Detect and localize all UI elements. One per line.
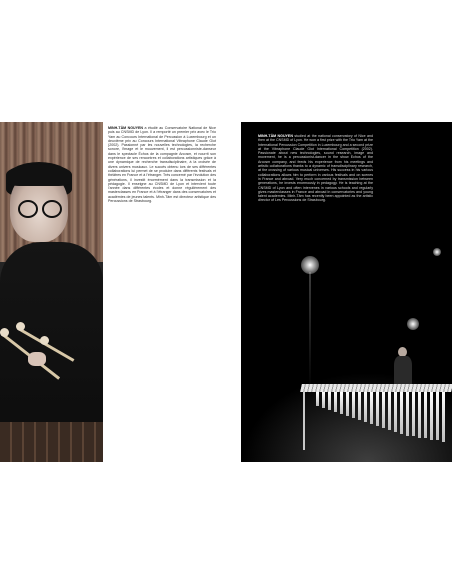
stage-performer [394, 347, 412, 387]
stage-light [407, 318, 419, 330]
glasses [18, 200, 62, 214]
mallet-head [40, 336, 49, 345]
mallet-head [0, 328, 9, 337]
mallet-head [16, 322, 25, 331]
marimba-keyboard [300, 384, 452, 392]
stage-photo-page [241, 122, 452, 462]
portrait-photo [0, 122, 103, 462]
bio-body-french: a étudié au Conservatoire National de Nice puis au CNSMD de Lyon. Il a remporté un premier prix avec le Trio Yam au Concours International de Percussion à Luxembourg et un deuxième prix au Concours International Vibraphone Claude Giot (2002). Passionné par les nouvelles technologies, la recherche sonore, l’image et le mouvement, il est percussionniste-danseur dans le spectacle Échos de la compagnie Arcosm, et nourrit son expérience de ses rencontres et collaborations artistiques grâce à une dynamique de recherche transdisciplinaire, à la croisée de divers univers musicaux. Le succès obtenu lors de ses différentes collaborations lui permet de se produire dans différents festivals et théâtres en France et à l’étranger. Très concerné par l’évolution des générations, il investit énormément dans la transmission et la pédagogie. Il enseigne au CNSMD de Lyon et intervient toute l’année dans différentes écoles et donne régulièrement des masterclasses en France et à l’étranger dans des conservatoires et académies de jeunes talents. Minh-Tâm est directeur artistique des Percussions de Strasbourg. [108, 126, 216, 204]
bio-body-english: studied at the national conservatory of Nice and then at the CNSMD of Lyon. He won a first prize with the Trio Yam at the International Percussion Competition in Luxembourg and a second prize at the Vibraphone Claude Giot International Competition (2002). Passionate about new technologies, sound research, image and movement, he is a percussionist-dancer in the show Echos of the Arcosm company, and feeds his experience from his meetings and artistic collaborations thanks to a dynamic of transdisciplinary research, at the crossing of various musical universes. His success in his various collaborations allows him to perform in various festivals and on scenes in France and abroad. Very much concerned by transmission between generations, he invests enormously in pedagogy. He is teaching at the CNSMD of Lyon and often intervenes in various schools and regularly gives masterclasses in France and abroad in conservatories and young talent academies. Minh-Tâm has recently been appointed as the artistic director of Les Percussions de Strasbourg. [258, 134, 373, 203]
performer-hand [28, 352, 46, 366]
bio-text-english [258, 134, 373, 203]
marimba-resonators [316, 392, 452, 442]
bio-name-english: MINH-TÂM NGUYEN [258, 134, 293, 138]
marimba-bars [0, 422, 103, 462]
stage-light [433, 248, 441, 256]
bio-name-french: MINH-TÂM NGUYEN [108, 126, 144, 130]
bio-text-french [108, 126, 216, 203]
instrument-stand [303, 390, 305, 450]
performer-fringe [6, 164, 72, 186]
